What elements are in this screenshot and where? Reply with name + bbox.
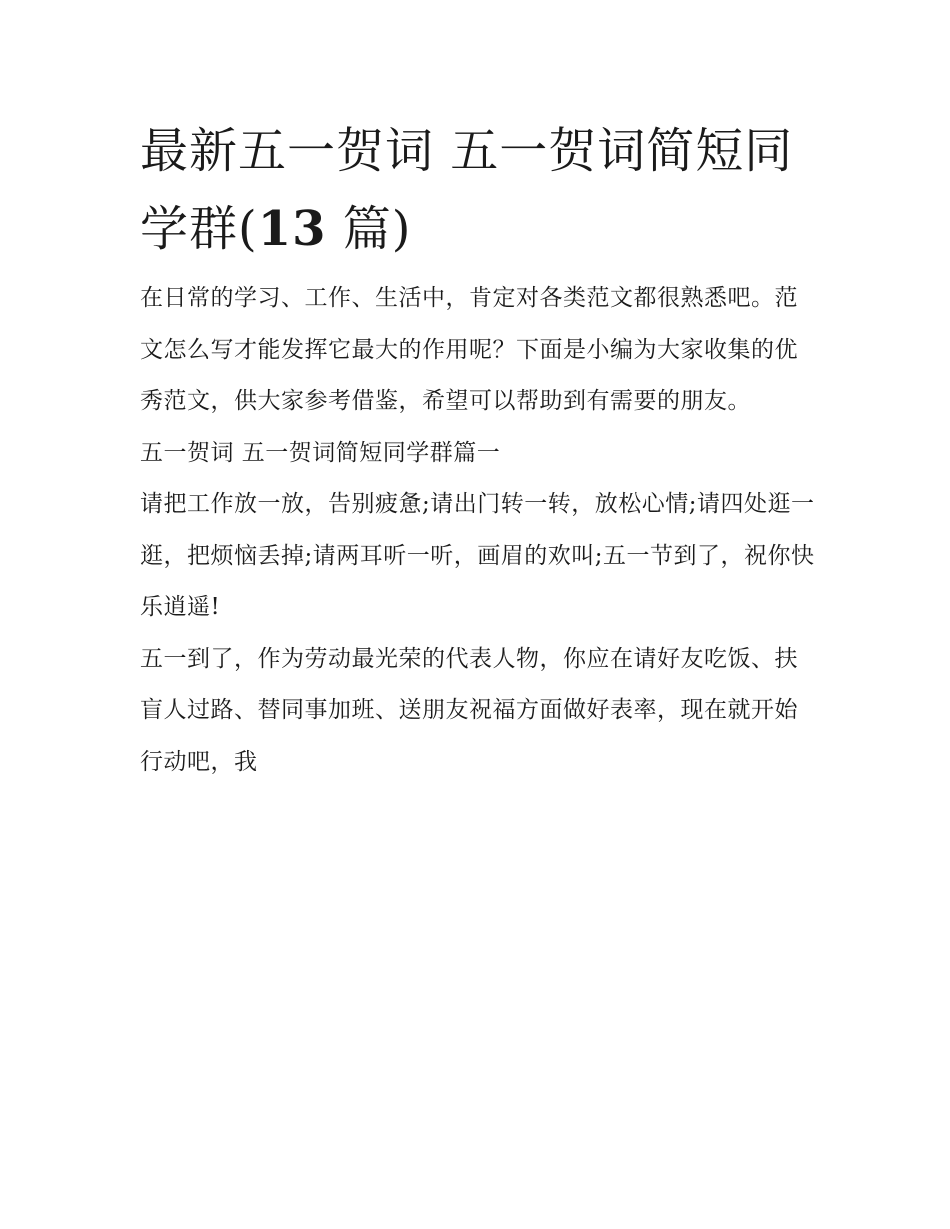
title-text-start: 最新五一贺词 五一贺词简短同学群( bbox=[140, 123, 794, 257]
section-heading: 五一贺词 五一贺词简短同学群篇一 bbox=[140, 439, 501, 466]
greeting-paragraph-2: 五一到了，作为劳动最光荣的代表人物，你应在请好友吃饭、扶盲人过路、替同事加班、送朋友祝福方面做好表率，现在就开始行动吧，我 bbox=[140, 645, 798, 775]
title-text-end: 篇) bbox=[326, 201, 412, 257]
title-article-count: 13 bbox=[257, 201, 327, 257]
document-title bbox=[140, 112, 820, 268]
document-body bbox=[140, 273, 820, 788]
greeting-paragraph-1: 请把工作放一放，告别疲惫;请出门转一转，放松心情;请四处逛一逛，把烦恼丢掉;请两耳听一听，画眉的欢叫;五一节到了，祝你快乐逍遥! bbox=[140, 491, 815, 620]
intro-paragraph: 在日常的学习、工作、生活中，肯定对各类范文都很熟悉吧。范文怎么写才能发挥它最大的作用呢？下面是小编为大家收集的优秀范文，供大家参考借鉴，希望可以帮助到有需要的朋友。 bbox=[140, 285, 798, 414]
